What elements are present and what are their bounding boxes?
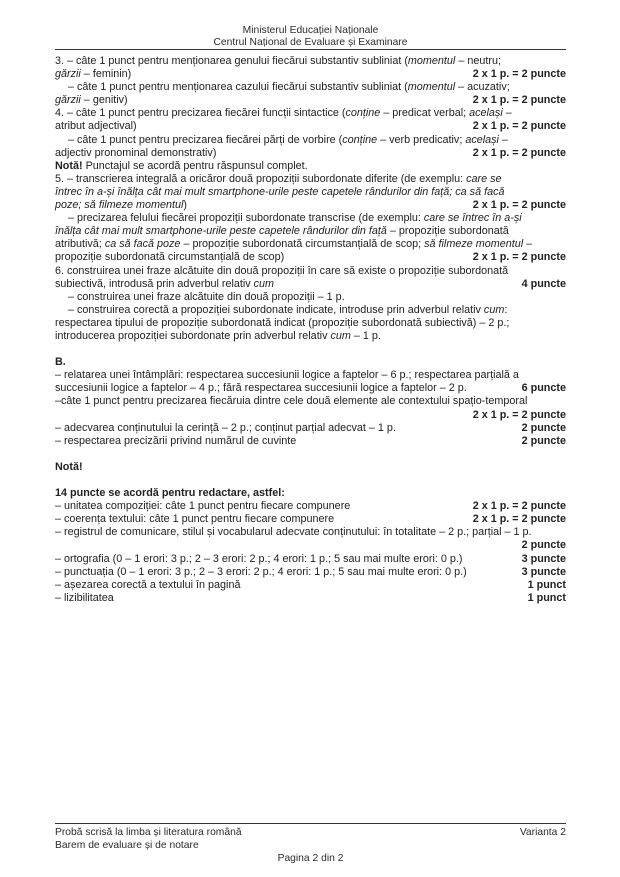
- text-run: :: [504, 303, 508, 316]
- rubric-line: [55, 487, 566, 500]
- text-run: – ortografia (0 – 1 erori: 3 p.; 2 – 3 erori: 2 p.; 4 erori: 1 p.; 5 sau mai multe erori: 0 p.): [55, 552, 463, 565]
- text-run: subiectivă, introdusă prin adverbul relativ: [55, 277, 254, 290]
- text-run: același: [469, 107, 503, 120]
- rubric-line: [55, 579, 566, 592]
- points-value: 2 x 1 p. = 2 puncte: [472, 94, 566, 107]
- rubric-line: [55, 369, 566, 382]
- text-run: Notă!: [55, 460, 83, 473]
- rubric-line: [55, 291, 566, 304]
- text-run: – așezarea corectă a textului în pagină: [55, 578, 241, 591]
- rubric-line-text: [55, 291, 345, 304]
- rubric-line-text: [55, 422, 396, 435]
- rubric-line: [55, 435, 566, 448]
- text-run: același: [465, 133, 499, 146]
- scoring-rubric-body: [55, 55, 566, 605]
- points-value: 2 x 1 p. = 2 puncte: [472, 500, 566, 513]
- header-divider: [55, 49, 566, 50]
- exam-name: Probă scrisă la limba și literatura română: [55, 827, 242, 838]
- rubric-line-text: [55, 55, 501, 68]
- text-run: 14 puncte se acordă pentru redactare, astfel:: [55, 487, 285, 500]
- rubric-line: [55, 160, 566, 173]
- doc-type-label: Barem de evaluare și de notare: [55, 840, 199, 851]
- rubric-line: [55, 409, 566, 422]
- rubric-line: [55, 199, 566, 212]
- rubric-line: [55, 317, 566, 330]
- points-value: 2 x 1 p. = 2 puncte: [472, 68, 566, 81]
- points-value: 2 puncte: [521, 539, 566, 552]
- text-run: – unitatea compoziției: câte 1 punct pentru fiecare compunere: [55, 500, 351, 513]
- points-value: 1 punct: [527, 591, 566, 604]
- rubric-line: [55, 147, 566, 160]
- text-run: 5. – transcrierea integrală a oricăror două propoziții subordonate diferite (de exemplu:: [55, 172, 467, 185]
- points-value: 6 puncte: [521, 382, 566, 395]
- text-run: întrec în a-și înălța cât mai mult smartphone-urile peste capetele rândurilor din față; ca să facă: [55, 185, 505, 198]
- text-run: – precizarea felului fiecărei propoziții subordonate transcrise (de exemplu:: [68, 212, 424, 225]
- points-value: 2 x 1 p. = 2 puncte: [472, 251, 566, 264]
- rubric-line-text: [55, 107, 512, 120]
- footer-row-exam: [55, 826, 566, 839]
- rubric-line-text: [55, 382, 467, 395]
- text-run: înălța cât mai mult smartphone-urile peste capetele rândurilor din față: [55, 225, 387, 238]
- points-value: 2 x 1 p. = 2 puncte: [472, 120, 566, 133]
- rubric-line: [55, 304, 566, 317]
- rubric-line: [55, 68, 566, 81]
- text-run: – acuzativ;: [455, 81, 510, 94]
- rubric-line-text: [55, 199, 187, 212]
- rubric-line-text: [55, 134, 508, 147]
- text-run: care se întrec în a-și: [423, 212, 522, 225]
- text-run: gărzii: [55, 68, 81, 81]
- text-run: – registrul de comunicare, stilul și vocabularul adecvate conținutului: în totalitate – 2 p.; parțial – 1 p.: [55, 526, 532, 539]
- rubric-line: [55, 422, 566, 435]
- rubric-line-text: [55, 304, 507, 317]
- text-run: – construirea corectă a propoziției subordonate indicate, introduse prin adverbul relativ: [68, 303, 484, 316]
- evaluation-center-name: Centrul Național de Evaluare și Examinare: [213, 36, 408, 48]
- text-run: atributivă;: [55, 238, 105, 251]
- rubric-line-text: [55, 212, 522, 225]
- text-run: –: [502, 107, 512, 120]
- rubric-line: [55, 461, 566, 474]
- rubric-line: [55, 186, 566, 199]
- footer-divider: [55, 823, 566, 824]
- rubric-line: [55, 225, 566, 238]
- text-run: – neutru;: [455, 55, 501, 67]
- text-run: – genitiv): [80, 94, 128, 107]
- rubric-line-text: [55, 579, 240, 592]
- text-run: – câte 1 punct pentru menționarea cazului fiecărui substantiv subliniat (: [68, 81, 408, 94]
- blank-line: [55, 343, 566, 356]
- text-run: – punctuația (0 – 1 erori: 3 p.; 2 – 3 erori: 2 p.; 4 erori: 1 p.; 5 sau mai multe erori: 0 p.): [55, 565, 467, 578]
- text-run: – respectarea precizării privind numărul de cuvinte: [55, 434, 297, 447]
- rubric-line: [55, 134, 566, 147]
- rubric-line-text: [55, 317, 509, 330]
- rubric-line: [55, 55, 566, 68]
- rubric-line-text: [55, 566, 467, 579]
- rubric-line: [55, 81, 566, 94]
- text-run: – construirea unei fraze alcătuite din două propoziții – 1 p.: [68, 290, 345, 303]
- rubric-line: [55, 330, 566, 343]
- page-indicator: Pagina 2 din 2: [277, 853, 344, 864]
- text-run: – propoziție subordonată: [386, 225, 509, 238]
- rubric-line-text: [55, 160, 308, 173]
- rubric-line: [55, 107, 566, 120]
- text-run: poze; să filmeze momentul: [55, 199, 184, 212]
- text-run: cum: [330, 329, 351, 342]
- points-value: 4 puncte: [521, 277, 566, 290]
- rubric-line: [55, 513, 566, 526]
- rubric-line-text: [55, 120, 137, 133]
- text-run: ): [183, 199, 188, 212]
- text-run: B.: [55, 356, 66, 369]
- text-run: – coerența textului: câte 1 punct pentru fiecare compunere: [55, 513, 335, 526]
- text-run: 6. construirea unei fraze alcătuite din două propoziții în care să existe o propoziție subordonată: [55, 264, 509, 277]
- rubric-line: [55, 212, 566, 225]
- text-run: adjectiv pronominal demonstrativ): [55, 146, 217, 159]
- text-run: atribut adjectival): [55, 120, 137, 133]
- blank-line: [55, 448, 566, 461]
- text-run: cum: [483, 303, 505, 316]
- rubric-line-text: [55, 592, 114, 605]
- text-run: momentul: [407, 81, 456, 94]
- points-value: 3 puncte: [521, 552, 566, 565]
- ministry-name: Ministerul Educației Naționale: [242, 25, 379, 36]
- text-run: momentul: [407, 55, 456, 67]
- text-run: – relatarea unei întâmplări: respectarea succesiunii logice a faptelor – 6 p.; respectarea parțială a: [55, 369, 519, 382]
- points-value: 1 punct: [527, 578, 566, 591]
- rubric-line: [55, 553, 566, 566]
- text-run: succesiunii logice a faptelor – 4 p.; fără respectarea succesiunii logice a faptelor – 2 p.: [55, 382, 467, 395]
- rubric-line: [55, 382, 566, 395]
- rubric-line: [55, 500, 566, 513]
- rubric-line-text: [55, 513, 334, 526]
- rubric-line-text: [55, 265, 508, 278]
- rubric-line-text: [55, 395, 527, 408]
- variant-label: Varianta 2: [519, 827, 566, 838]
- text-run: – adecvarea conținutului la cerință – 2 p.; conținut parțial adecvat – 1 p.: [55, 421, 396, 434]
- rubric-line-text: [55, 251, 284, 264]
- rubric-line-text: [55, 553, 462, 566]
- text-run: propoziție subordonată circumstanțială de scop): [55, 251, 285, 264]
- rubric-line-text: [55, 68, 131, 81]
- points-value: 2 x 1 p. = 2 puncte: [472, 199, 566, 212]
- text-run: care se: [466, 172, 502, 185]
- text-run: – propoziție subordonată circumstanțială de scop;: [180, 238, 425, 251]
- rubric-line-text: [55, 186, 505, 199]
- text-run: –: [498, 133, 508, 146]
- rubric-line-text: [55, 526, 532, 539]
- rubric-line-text: [55, 225, 509, 238]
- rubric-line-text: [55, 94, 128, 107]
- document-header: [55, 25, 566, 49]
- text-run: – predicat verbal;: [380, 107, 470, 120]
- points-value: 2 x 1 p. = 2 puncte: [472, 146, 566, 159]
- rubric-line: [55, 238, 566, 251]
- text-run: 3. – câte 1 punct pentru menționarea genului fiecărui substantiv subliniat (: [55, 55, 408, 67]
- text-run: Punctajul se acordă pentru răspunsul complet.: [82, 159, 308, 172]
- text-run: – feminin): [80, 68, 132, 81]
- text-run: să filmeze momentul: [424, 238, 524, 251]
- points-value: 2 x 1 p. = 2 puncte: [472, 513, 566, 526]
- rubric-line-text: [55, 173, 502, 186]
- rubric-line: [55, 173, 566, 186]
- points-value: 3 puncte: [521, 565, 566, 578]
- rubric-line-text: [55, 461, 83, 474]
- rubric-line: [55, 526, 566, 539]
- rubric-line-text: [55, 238, 532, 251]
- rubric-line-text: [55, 81, 510, 94]
- rubric-line-text: [55, 278, 274, 291]
- text-run: conține: [345, 107, 381, 120]
- rubric-line: [55, 395, 566, 408]
- text-run: – verb predicativ;: [377, 133, 466, 146]
- rubric-line: [55, 251, 566, 264]
- document-footer: [55, 826, 566, 865]
- text-run: –câte 1 punct pentru precizarea fiecăruia dintre cele două elemente ale contextului spațio-temporal: [55, 395, 528, 408]
- rubric-line: [55, 539, 566, 552]
- text-run: –: [523, 238, 533, 251]
- text-run: ca să facă poze: [104, 238, 181, 251]
- text-run: Notă!: [55, 159, 83, 172]
- text-run: – câte 1 punct pentru precizarea fiecărei părți de vorbire (: [68, 133, 343, 146]
- rubric-line-text: [55, 500, 350, 513]
- rubric-line-text: [55, 369, 519, 382]
- rubric-line-text: [55, 435, 296, 448]
- rubric-line: [55, 265, 566, 278]
- text-run: respectarea tipului de propoziție subordonată indicat (propoziție subordonată subiectivă) – 2 p.;: [55, 316, 510, 329]
- rubric-line-text: [55, 487, 285, 500]
- rubric-line-text: [55, 147, 216, 160]
- rubric-line: [55, 566, 566, 579]
- rubric-line: [55, 278, 566, 291]
- rubric-line: [55, 356, 566, 369]
- text-run: introducerea propoziției subordonate prin adverbul relativ: [55, 329, 331, 342]
- points-value: 2 x 1 p. = 2 puncte: [472, 408, 566, 421]
- text-run: – 1 p.: [350, 329, 381, 342]
- text-run: conține: [342, 133, 378, 146]
- blank-line: [55, 474, 566, 487]
- rubric-line-text: [55, 330, 381, 343]
- points-value: 2 puncte: [521, 434, 566, 447]
- rubric-line: [55, 592, 566, 605]
- text-run: – lizibilitatea: [55, 591, 114, 604]
- text-run: 4. – câte 1 punct pentru precizarea fiecărei funcții sintactice (: [55, 107, 346, 120]
- rubric-line: [55, 120, 566, 133]
- points-value: 2 puncte: [521, 421, 566, 434]
- rubric-line-text: [55, 356, 66, 369]
- rubric-line: [55, 94, 566, 107]
- text-run: gărzii: [55, 94, 81, 107]
- text-run: cum: [253, 277, 275, 290]
